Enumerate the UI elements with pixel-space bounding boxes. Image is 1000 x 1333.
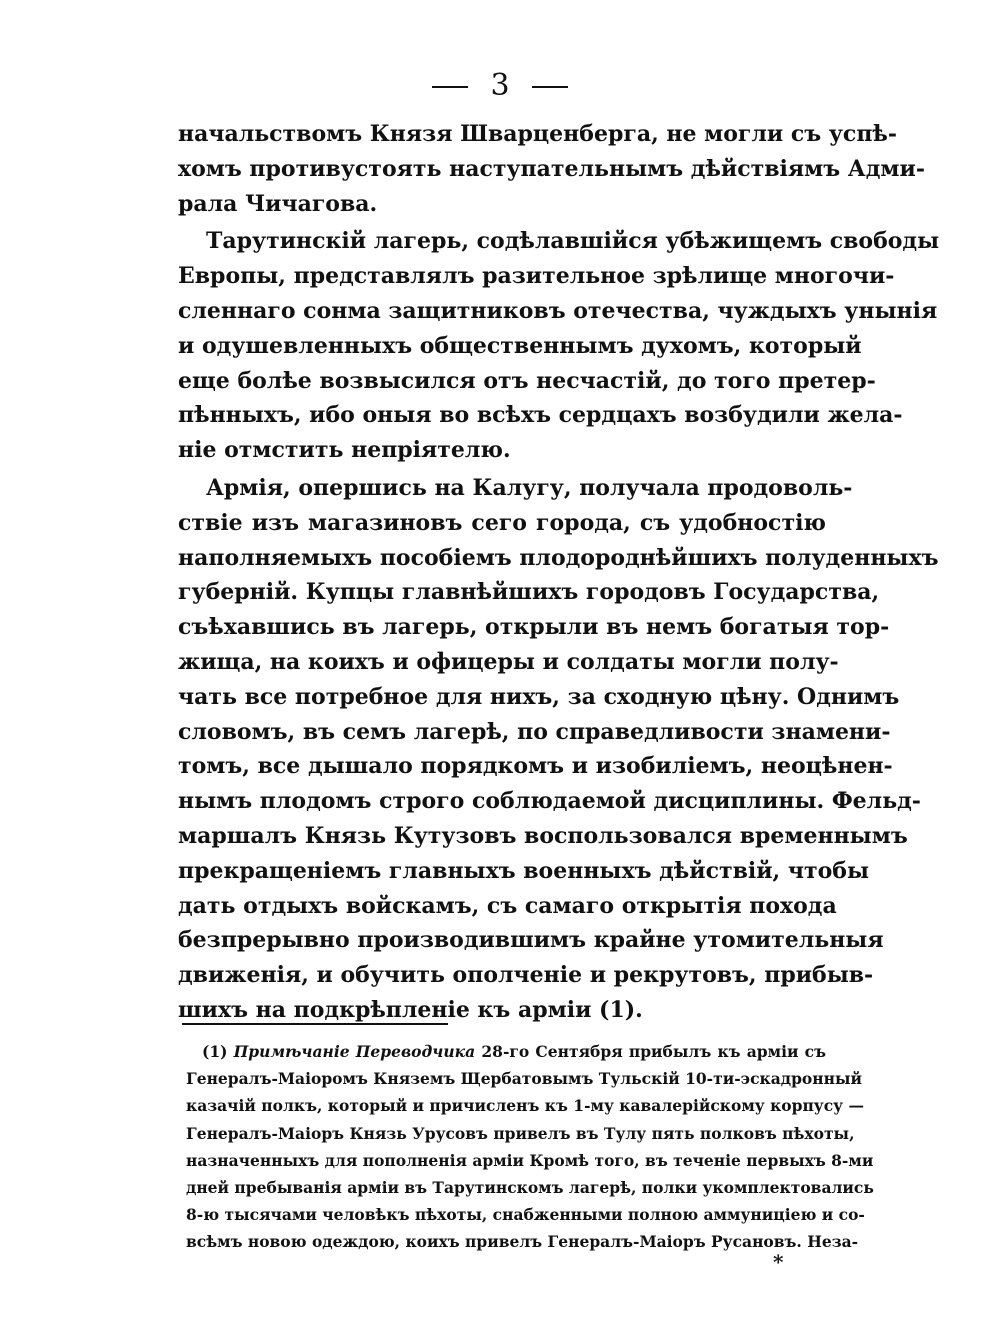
text-line: сленнаго сонма защитниковъ отечества, чуждыхъ унынія <box>178 297 938 324</box>
text-line: рала Чичагова. <box>178 190 378 217</box>
footnote-text: 28-го Сентября прибылъ къ арміи съ <box>481 1042 826 1061</box>
footnote-label: Примѣчаніе Переводчика <box>233 1042 476 1061</box>
footnote-marker: (1) <box>202 1042 228 1061</box>
text-line: томъ, все дышало порядкомъ и изобиліемъ, неоцѣнен- <box>178 753 893 780</box>
text-line: начальствомъ Князя Шварценберга, не могли съ успѣ- <box>178 121 898 147</box>
text-line: нымъ плодомъ строго соблюдаемой дисциплины. Фельд- <box>178 788 921 815</box>
text-line: словомъ, въ семъ лагерѣ, по справедливости знамени- <box>178 718 891 745</box>
text-line: дать отдыхъ войскамъ, съ самаго открытія похода <box>178 892 837 919</box>
text-line: чать все потребное для нихъ, за сходную цѣну. Однимъ <box>178 683 900 710</box>
footnote-line: Генералъ-Маіоръ Князь Урусовъ привелъ въ Тулу пять полковъ пѣхоты, <box>186 1123 855 1143</box>
text-line: и одушевленныхъ общественнымъ духомъ, который <box>178 332 862 359</box>
text-line: Европы, представлялъ разительное зрѣлище многочи- <box>178 263 895 290</box>
footnote-line <box>186 1038 826 1065</box>
page-number: 3 <box>490 68 510 103</box>
text-line: хомъ противустоять наступательнымъ дѣйствіямъ Адми- <box>178 155 925 182</box>
main-text <box>178 117 940 1028</box>
footnote-rule <box>182 1023 448 1025</box>
text-line: прекращеніемъ главныхъ военныхъ дѣйствій, чтобы <box>178 857 870 884</box>
signature-mark: * <box>773 1250 784 1274</box>
text-line: ніе отмстить непріятелю. <box>178 437 511 464</box>
text-line: шихъ на подкрѣпленіе къ арміи (1). <box>178 996 643 1023</box>
header-dash-right <box>532 86 568 88</box>
text-line: съѣхавшись въ лагерь, открыли въ немъ богатыя тор- <box>178 614 890 641</box>
text-line: пѣнныхъ, ибо оныя во всѣхъ сердцахъ возбудили жела- <box>178 402 903 429</box>
text-line: движенія, и обучить ополченіе и рекрутовъ, прибыв- <box>178 962 874 989</box>
footnote-line: назначенныхъ для пополненія арміи Кромѣ того, въ теченіе первыхъ 8-ми <box>186 1150 874 1170</box>
text-line: еще болѣе возвысился отъ несчастій, до того претер- <box>178 367 876 394</box>
footnote-line: казачій полкъ, который и причисленъ къ 1-му кавалерійскому корпусу — <box>186 1096 864 1116</box>
text-line: жища, на коихъ и офицеры и солдаты могли полу- <box>178 648 839 675</box>
text-line: губерній. Купцы главнѣйшихъ городовъ Государства, <box>178 579 880 606</box>
text-line: Тарутинскій лагерь, содѣлавшійся убѣжищемъ свободы <box>206 228 940 255</box>
footnote-line: 8-ю тысячами человѣкъ пѣхоты, снабженными полною аммуниціею и со- <box>186 1205 865 1225</box>
text-line: ствіе изъ магазиновъ сего города, съ удобностію <box>178 509 826 536</box>
footnote-line: всѣмъ новою одеждою, коихъ привелъ Генералъ-Маіоръ Русановъ. Неза- <box>186 1232 859 1252</box>
header-dash-left <box>432 86 468 88</box>
footnote <box>186 1038 874 1256</box>
page-header <box>0 68 1000 104</box>
text-line: маршалъ Князь Кутузовъ воспользовался временнымъ <box>178 822 908 849</box>
footnote-line: Генералъ-Маіоромъ Княземъ Щербатовымъ Тульскій 10-ти-эскадронный <box>186 1069 862 1089</box>
text-line: наполняемыхъ пособіемъ плодороднѣйшихъ полуденныхъ <box>178 544 939 571</box>
text-line: безпрерывно производившимъ крайне утомительныя <box>178 927 884 954</box>
text-line: Армія, опершись на Калугу, получала продоволь- <box>206 474 853 501</box>
footnote-line: дней пребыванія арміи въ Тарутинскомъ лагерѣ, полки укомплектовались <box>186 1177 874 1197</box>
